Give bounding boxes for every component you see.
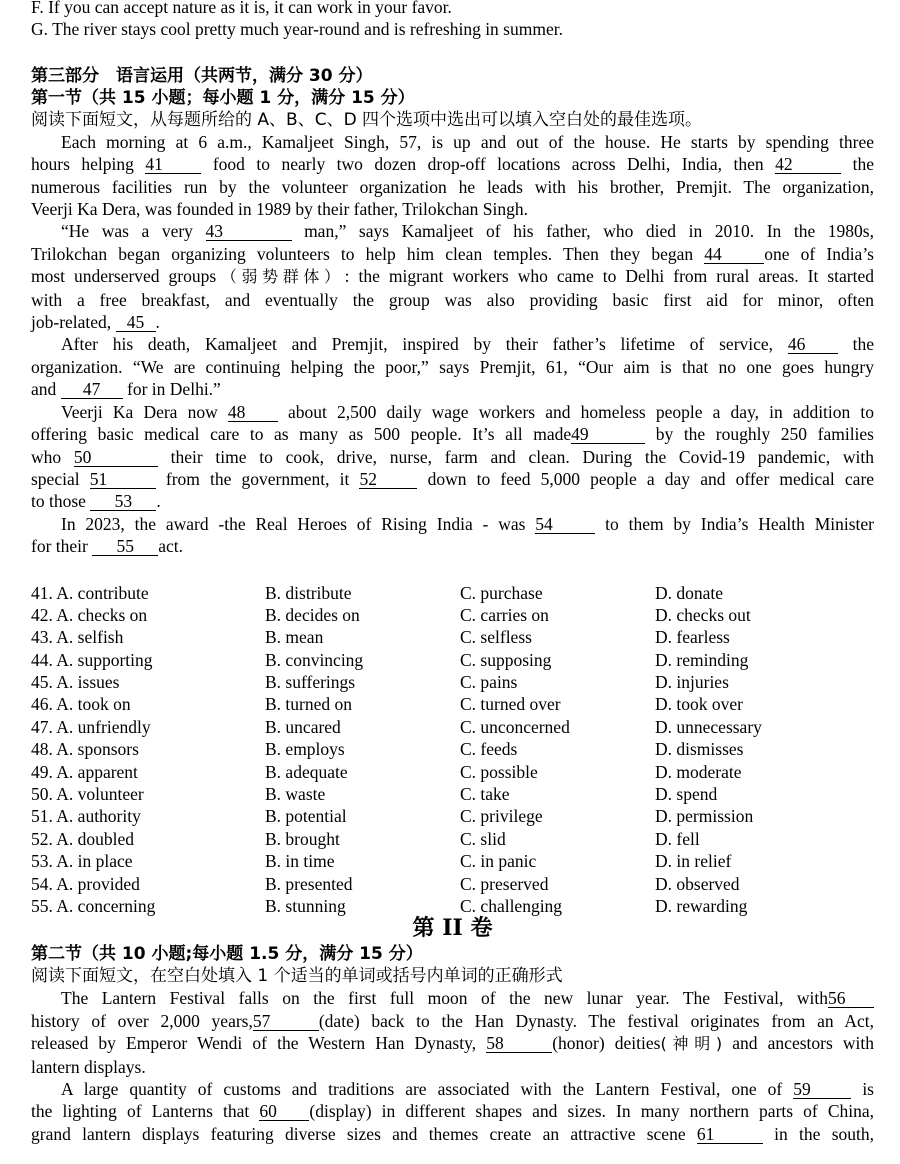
passage-line: job-related, 45 . xyxy=(31,312,160,333)
options-table xyxy=(31,582,874,918)
option-choice: C. supposing xyxy=(460,649,552,670)
volume2-title: 第 II 卷 xyxy=(412,915,493,942)
option-choice: C. turned over xyxy=(460,694,561,715)
option-row-51 xyxy=(31,805,874,827)
section1-instructions: 阅读下面短文，从每题所给的 A、B、C、D 四个选项中选出可以填入空白处的最佳选项。 xyxy=(31,109,703,130)
option-choice: 45. A. issues xyxy=(31,672,120,693)
passage-line: who 50 their time to cook, drive, nurse, farm and clean. During the Covid-19 pandemic, with xyxy=(31,446,875,467)
option-choice: 41. A. contribute xyxy=(31,582,149,603)
option-choice: C. purchase xyxy=(460,582,543,603)
option-choice: C. selfless xyxy=(460,627,532,648)
passage-line: history of over 2,000 years,57 (date) back to the Han Dynasty. The festival originates from an Act, xyxy=(31,1010,874,1031)
passage-line: Veerji Ka Dera now 48 about 2,500 daily wage workers and homeless people a day, in addition to xyxy=(61,401,875,422)
passage-line: and 47 for in Delhi.” xyxy=(31,379,221,400)
blank-49: 49 xyxy=(571,425,645,444)
option-row-54 xyxy=(31,873,874,895)
blank-51: 51 xyxy=(90,470,156,489)
option-choice: B. turned on xyxy=(265,694,353,715)
option-line-f: F. If you can accept nature as it is, it can work in your favor. xyxy=(31,0,452,17)
blank-54: 54 xyxy=(535,515,595,534)
option-choice: D. injuries xyxy=(655,672,729,693)
blank-47: 47 xyxy=(61,380,123,399)
option-choice: B. mean xyxy=(265,627,324,648)
option-choice: 54. A. provided xyxy=(31,873,140,894)
option-choice: B. adequate xyxy=(265,761,348,782)
option-choice: C. challenging xyxy=(460,896,563,916)
blank-61: 61 xyxy=(697,1125,763,1144)
option-choice: 48. A. sponsors xyxy=(31,739,139,760)
option-line-g: G. The river stays cool pretty much year-round and is refreshing in summer. xyxy=(31,19,563,40)
option-choice: D. spend xyxy=(655,784,718,805)
option-row-45 xyxy=(31,671,874,693)
blank-44: 44 xyxy=(704,245,764,264)
option-choice: 47. A. unfriendly xyxy=(31,716,151,737)
passage-line: the lighting of Lanterns that 60 (display) in different shapes and sizes. In many northern parts of China, xyxy=(31,1101,875,1122)
passage1 xyxy=(31,131,874,558)
part3-title: 第三部分 语言运用（共两节，满分 30 分） xyxy=(31,65,373,86)
exam-page xyxy=(31,0,874,1145)
option-choice: D. fearless xyxy=(655,627,730,648)
option-choice: 44. A. supporting xyxy=(31,649,153,670)
option-choice: C. take xyxy=(460,784,510,805)
option-choice: D. unnecessary xyxy=(655,716,762,737)
option-row-49 xyxy=(31,761,874,783)
blank-46: 46 xyxy=(788,335,838,354)
section2-title: 第二节（共 10 小题;每小题 1.5 分，满分 15 分） xyxy=(31,944,423,965)
passage-line: A large quantity of customs and traditions are associated with the Lantern Festival, one of 59 is xyxy=(61,1079,874,1100)
option-choice: 50. A. volunteer xyxy=(31,784,144,805)
option-choice: B. brought xyxy=(265,828,340,849)
passage-line: Each morning at 6 a.m., Kamaljeet Singh, 57, is up and out of the house. He starts by spending three xyxy=(61,131,874,152)
option-choice: 46. A. took on xyxy=(31,694,131,715)
option-choice: D. donate xyxy=(655,582,724,603)
option-choice: B. stunning xyxy=(265,896,346,916)
blank-48: 48 xyxy=(228,403,278,422)
passage-line: “He was a very 43 man,” says Kamaljeet of his father, who died in 2010. In the 1980s, xyxy=(61,221,874,242)
option-choice: D. reminding xyxy=(655,649,749,670)
option-row-48 xyxy=(31,738,874,760)
blank-59: 59 xyxy=(793,1080,851,1099)
passage-line: special 51 from the government, it 52 down to feed 5,000 people a day and offer medical care xyxy=(31,468,875,489)
blank-53: 53 xyxy=(90,492,156,511)
option-choice: 55. A. concerning xyxy=(31,896,156,916)
option-row-43 xyxy=(31,626,874,648)
option-choice: D. permission xyxy=(655,806,754,827)
option-choice: D. checks out xyxy=(655,604,751,625)
passage-line: most underserved groups（弱势群体）: the migrant workers who came to Delhi from rural areas. It started xyxy=(31,266,874,287)
passage2 xyxy=(31,987,874,1145)
option-choice: B. employs xyxy=(265,739,345,760)
option-choice: B. convincing xyxy=(265,649,364,670)
option-choice: C. pains xyxy=(460,672,518,693)
blank-57: 57 xyxy=(253,1012,319,1031)
option-choice: C. possible xyxy=(460,761,538,782)
option-choice: B. distribute xyxy=(265,582,352,603)
passage-line: Veerji Ka Dera, was founded in 1989 by their father, Trilokchan Singh. xyxy=(31,199,528,220)
option-choice: 53. A. in place xyxy=(31,851,133,872)
option-choice: C. feeds xyxy=(460,739,518,760)
option-choice: C. privilege xyxy=(460,806,543,827)
blank-45: 45 xyxy=(116,313,156,332)
option-row-47 xyxy=(31,716,874,738)
option-choice: C. in panic xyxy=(460,851,537,872)
option-choice: B. potential xyxy=(265,806,347,827)
option-choice: D. fell xyxy=(655,828,700,849)
option-choice: C. unconcerned xyxy=(460,716,570,737)
option-choice: B. presented xyxy=(265,873,353,894)
option-choice: D. took over xyxy=(655,694,743,715)
option-row-41 xyxy=(31,582,874,604)
passage-line: released by Emperor Wendi of the Western Han Dynasty, 58 (honor) deities(神明) and ancestors with xyxy=(31,1033,874,1054)
blank-56: 56 xyxy=(828,989,874,1008)
option-choice: D. in relief xyxy=(655,851,732,872)
option-choice: B. uncared xyxy=(265,716,341,737)
passage-line: for their 55 act. xyxy=(31,536,184,557)
blank-42: 42 xyxy=(775,155,841,174)
option-choice: 49. A. apparent xyxy=(31,761,138,782)
section1-title: 第一节（共 15 小题；每小题 1 分，满分 15 分） xyxy=(31,87,415,108)
option-row-42 xyxy=(31,604,874,626)
passage-line: offering basic medical care to as many as 500 people. It’s all made49 by the roughly 250 families xyxy=(31,424,874,445)
blank-58: 58 xyxy=(486,1034,552,1053)
option-choice: D. observed xyxy=(655,873,740,894)
blank-55: 55 xyxy=(92,537,158,556)
option-row-50 xyxy=(31,783,874,805)
option-row-53 xyxy=(31,850,874,872)
option-choice: B. waste xyxy=(265,784,326,805)
option-row-46 xyxy=(31,693,874,715)
option-choice: D. rewarding xyxy=(655,896,748,916)
option-choice: B. decides on xyxy=(265,604,360,625)
option-choice: 51. A. authority xyxy=(31,806,141,827)
passage-line: The Lantern Festival falls on the first full moon of the new lunar year. The Festival, with56 xyxy=(31,987,874,1009)
blank-41: 41 xyxy=(145,155,201,174)
option-choice: B. in time xyxy=(265,851,335,872)
blank-60: 60 xyxy=(259,1102,309,1121)
option-choice: 42. A. checks on xyxy=(31,604,148,625)
option-row-44 xyxy=(31,649,874,671)
passage-line: numerous facilities run by the volunteer organization he leads with his brother, Premjit. The organization, xyxy=(31,176,874,197)
passage-line: with a free breakfast, and eventually the group was also providing basic first aid for minor, often xyxy=(31,289,874,310)
option-choice: C. carries on xyxy=(460,604,549,625)
option-choice: 52. A. doubled xyxy=(31,828,135,849)
option-choice: D. moderate xyxy=(655,761,742,782)
option-row-52 xyxy=(31,828,874,850)
passage-line: lantern displays. xyxy=(31,1056,146,1077)
option-choice: C. slid xyxy=(460,828,506,849)
passage-line: In 2023, the award -the Real Heroes of Rising India - was 54 to them by India’s Health Minister xyxy=(61,513,874,534)
passage-line: Trilokchan began organizing volunteers to help him clean temples. Then they began 44 one of India’s xyxy=(31,243,874,264)
blank-50: 50 xyxy=(74,448,158,467)
blank-43: 43 xyxy=(206,222,292,241)
option-choice: D. dismisses xyxy=(655,739,744,760)
passage-line: to those 53 . xyxy=(31,491,161,512)
blank-52: 52 xyxy=(359,470,417,489)
option-choice: B. sufferings xyxy=(265,672,356,693)
option-choice: C. preserved xyxy=(460,873,549,894)
section2-instructions: 阅读下面短文，在空白处填入 1 个适当的单词或括号内单词的正确形式 xyxy=(31,966,563,987)
option-choice: 43. A. selfish xyxy=(31,627,124,648)
passage-line: organization. “We are continuing helping the poor,” says Premjit, 61, “Our aim is that no one goes hungry xyxy=(31,356,874,377)
passage-line: grand lantern displays featuring diverse sizes and themes create an attractive scene 61 in the south, xyxy=(31,1123,874,1144)
passage-line: After his death, Kamaljeet and Premjit, inspired by their father’s lifetime of service, 46 the xyxy=(61,334,874,355)
passage-line: hours helping 41 food to nearly two dozen drop-off locations across Delhi, India, then 42 the xyxy=(31,154,875,175)
